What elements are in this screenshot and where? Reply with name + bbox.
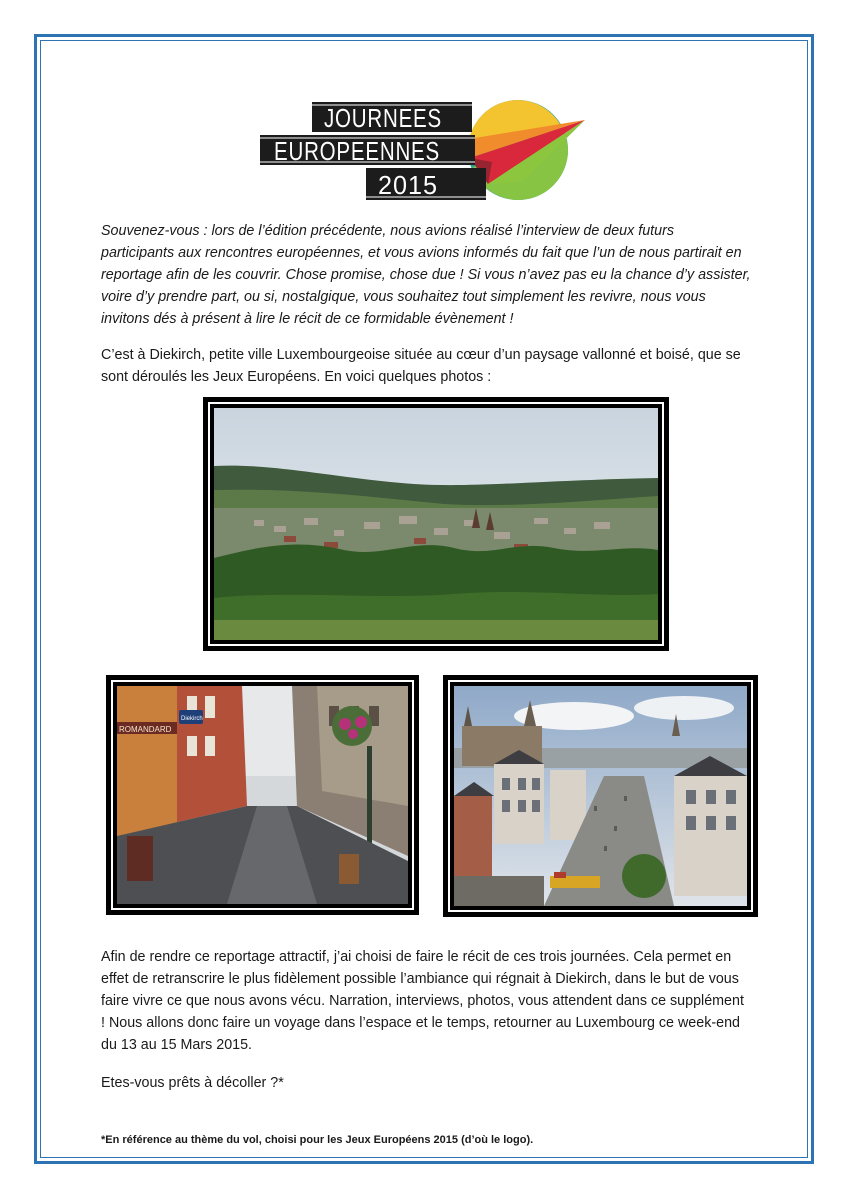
footnote: *En référence au thème du vol, choisi pour les Jeux Européens 2015 (d’où le logo). <box>101 1134 534 1146</box>
logo-line-1: JOURNEES <box>324 103 442 133</box>
square-photo <box>443 675 758 917</box>
report-paragraph: Afin de rendre ce reportage attractif, j’ai choisi de faire le récit de ces trois journées. Cela permet en effet de retranscrire le plus fidèlement possible l’ambiance qui régnait à Diekirch, dans le but de vous faire vivre ce que nous avons vécu. Narration, interviews, photos, vous attendent dans ce supplément ! Nous allons donc faire un voyage dans l’espace et le temps, retourner au Luxembourg ce week-end du 13 au 15 Mars 2015. <box>101 949 744 1053</box>
street-sign: Diekirch <box>181 716 203 722</box>
logo-line-3: 2015 <box>378 170 438 200</box>
street-photo <box>106 675 419 915</box>
location-paragraph: C’est à Diekirch, petite ville Luxembourgeoise située au cœur d’un paysage vallonné et boisé, que se sont déroulés les Jeux Européens. En voici quelques photos : <box>101 347 741 385</box>
logo-line-2: EUROPEENNES <box>274 136 440 166</box>
panorama-photo <box>203 397 669 651</box>
shop-sign: ROMANDARD <box>119 725 172 734</box>
journees-europeennes-logo <box>260 98 590 204</box>
question-text: Etes-vous prêts à décoller ?* <box>101 1075 284 1091</box>
intro-paragraph: Souvenez-vous : lors de l’édition précédente, nous avions réalisé l’interview de deux futurs participants aux rencontres européennes, et vous avions informés du fait que l’un de nous partirait en reportage afin de les couvrir. Chose promise, chose due ! Si vous n’avez pas eu la chance d’y assister, voire d’y prendre part, ou si, nostalgique, vous souhaitez tout simplement les revivre, nous vous invitons dés à présent à lire le récit de ce formidable évènement ! <box>101 223 751 327</box>
